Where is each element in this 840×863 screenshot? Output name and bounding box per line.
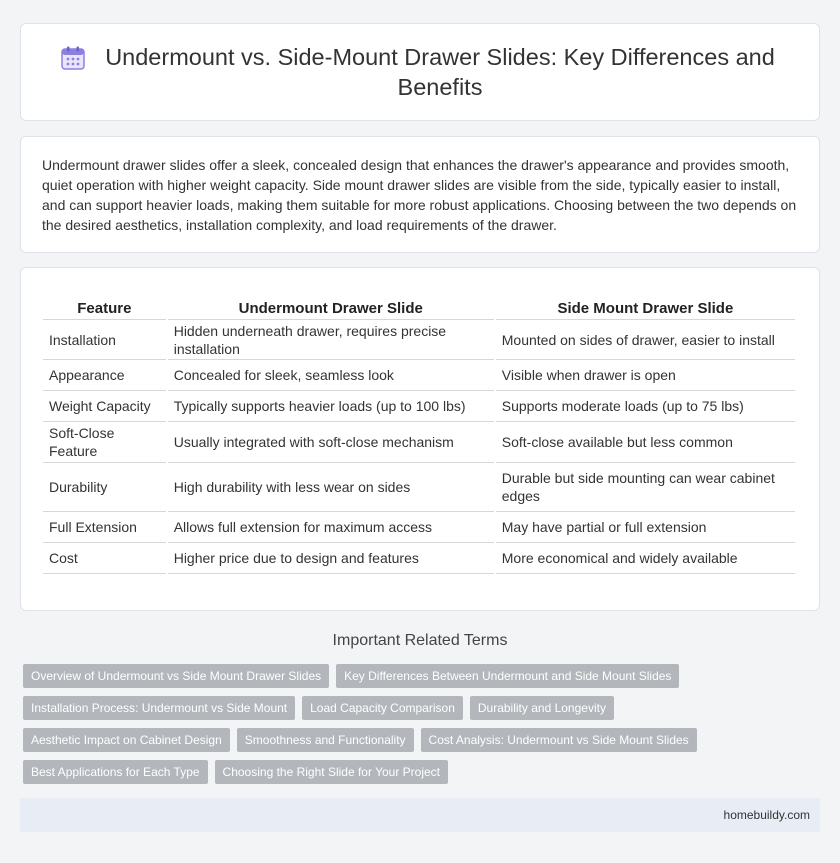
- comparison-table: [41, 292, 797, 574]
- related-term-tag[interactable]: Installation Process: Undermount vs Side Mount: [23, 696, 295, 720]
- undermount-cell: Concealed for sleek, seamless look: [168, 360, 494, 391]
- undermount-cell: Higher price due to design and features: [168, 543, 494, 574]
- undermount-cell: Typically supports heavier loads (up to 100 lbs): [168, 391, 494, 422]
- feature-cell: Installation: [43, 320, 166, 360]
- table-row: [43, 512, 795, 543]
- feature-cell: Soft-Close Feature: [43, 422, 166, 463]
- undermount-cell: Hidden underneath drawer, requires precise installation: [168, 320, 494, 360]
- comparison-table-card: [20, 267, 820, 611]
- side-mount-cell: May have partial or full extension: [496, 512, 795, 543]
- feature-cell: Weight Capacity: [43, 391, 166, 422]
- title-card: [20, 23, 820, 121]
- undermount-cell: Allows full extension for maximum access: [168, 512, 494, 543]
- page-title: Undermount vs. Side-Mount Drawer Slides: Key Differences and Benefits: [105, 44, 775, 100]
- header-feature: Feature: [43, 292, 166, 320]
- table-row: [43, 391, 795, 422]
- feature-cell: Appearance: [43, 360, 166, 391]
- related-term-tag[interactable]: Cost Analysis: Undermount vs Side Mount Slides: [421, 728, 697, 752]
- calendar-icon: [60, 45, 86, 71]
- side-mount-cell: Visible when drawer is open: [496, 360, 795, 391]
- related-term-tag[interactable]: Load Capacity Comparison: [302, 696, 463, 720]
- table-row: [43, 463, 795, 512]
- related-terms-heading: Important Related Terms: [332, 632, 508, 649]
- table-row: [43, 360, 795, 391]
- related-term-tag[interactable]: Aesthetic Impact on Cabinet Design: [23, 728, 230, 752]
- feature-cell: Durability: [43, 463, 166, 512]
- header-side-mount: Side Mount Drawer Slide: [496, 292, 795, 320]
- undermount-cell: High durability with less wear on sides: [168, 463, 494, 512]
- related-term-tag[interactable]: Key Differences Between Undermount and Side Mount Slides: [336, 664, 679, 688]
- header-undermount: Undermount Drawer Slide: [168, 292, 494, 320]
- feature-cell: Cost: [43, 543, 166, 574]
- related-term-tag[interactable]: Smoothness and Functionality: [237, 728, 414, 752]
- footer: [20, 798, 820, 832]
- side-mount-cell: Durable but side mounting can wear cabinet edges: [496, 463, 795, 512]
- side-mount-cell: Soft-close available but less common: [496, 422, 795, 463]
- table-row: [43, 422, 795, 463]
- related-term-tag[interactable]: Durability and Longevity: [470, 696, 614, 720]
- footer-site-link[interactable]: homebuildy.com: [723, 808, 810, 822]
- intro-paragraph: Undermount drawer slides offer a sleek, concealed design that enhances the drawer's appearance and provides smooth, quiet operation with higher weight capacity. Side mount drawer slides are visible from the side, typically easier to install, and can support heavier loads, making them suitable for more robust applications. Choosing between the two depends on the desired aesthetics, installation complexity, and load requirements of the drawer.: [42, 157, 797, 233]
- table-row: [43, 543, 795, 574]
- side-mount-cell: More economical and widely available: [496, 543, 795, 574]
- related-term-tag[interactable]: Overview of Undermount vs Side Mount Drawer Slides: [23, 664, 329, 688]
- related-term-tag[interactable]: Best Applications for Each Type: [23, 760, 208, 784]
- side-mount-cell: Mounted on sides of drawer, easier to install: [496, 320, 795, 360]
- side-mount-cell: Supports moderate loads (up to 75 lbs): [496, 391, 795, 422]
- table-row: [43, 320, 795, 360]
- related-terms-list: [23, 664, 823, 792]
- table-header-row: [43, 292, 795, 320]
- undermount-cell: Usually integrated with soft-close mechanism: [168, 422, 494, 463]
- related-term-tag[interactable]: Choosing the Right Slide for Your Project: [215, 760, 448, 784]
- intro-card: [20, 136, 820, 253]
- feature-cell: Full Extension: [43, 512, 166, 543]
